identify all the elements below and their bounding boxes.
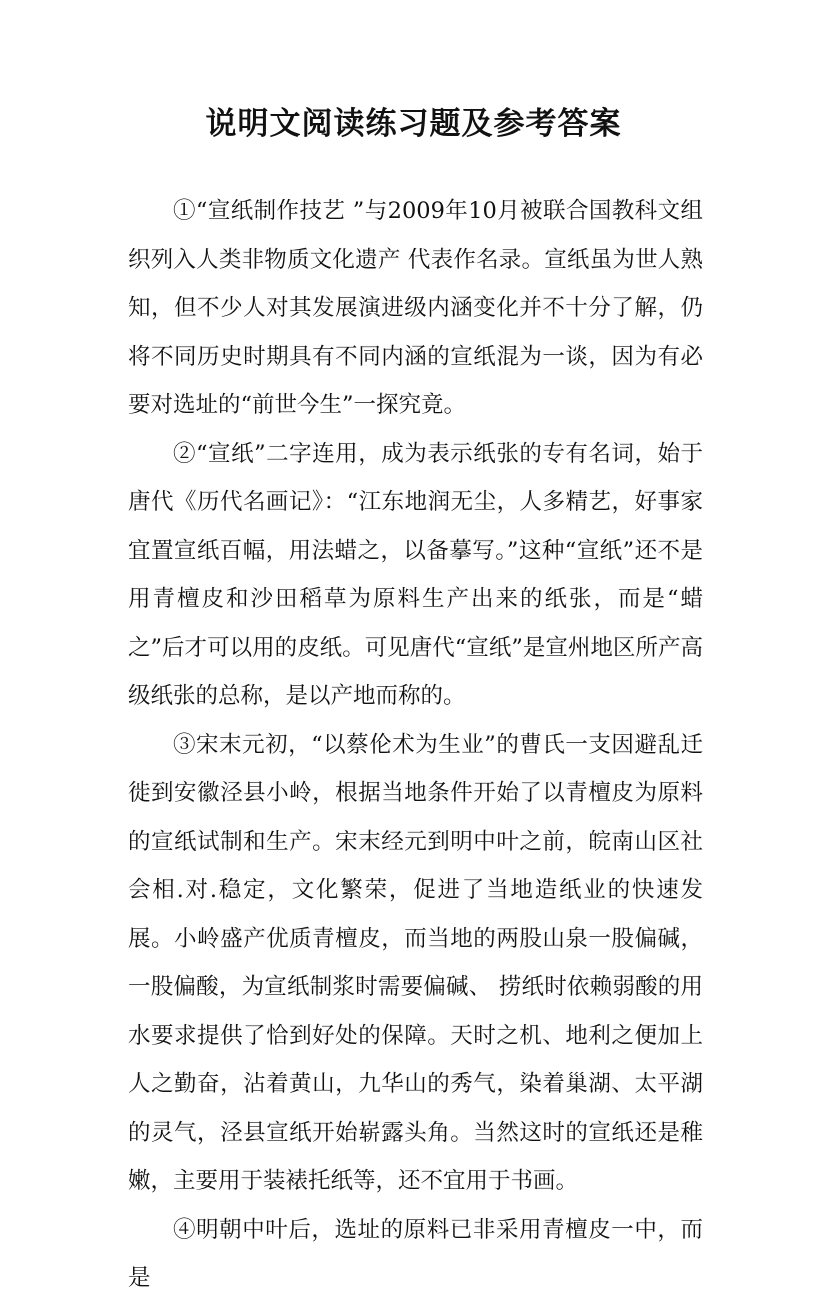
document-title: 说明文阅读练习题及参考答案	[205, 106, 622, 142]
document-body	[128, 187, 703, 1303]
paragraph-4: ④明朝中叶后，选址的原料已非采用青檀皮一中，而是	[128, 1216, 703, 1291]
paragraph-3: ③宋末元初，“以蔡伦术为生业”的曹氏一支因避乱迁徙到安徽泾县小岭，根据当地条件开始了以青檀皮为原料的宣纸试制和生产。宋末经元到明中叶之前，皖南山区社会相.对.稳定，文化繁荣，促进了当地造纸业的快速发展。小岭盛产优质青檀皮，而当地的两股山泉一股偏碱，一股偏酸，为宣纸制浆时需要偏碱、 捞纸时依赖弱酸的用水要求提供了恰到好处的保障。天时之机、地利之便加上人之勤奋，沾着黄山，九华山的秀气，染着巢湖、太平湖的灵气，泾县宣纸开始崭露头角。当然这时的宣纸还是稚嫩，主要用于装裱托纸等，还不宜用于书画。	[128, 731, 703, 1194]
paragraph-2: ②“宣纸”二字连用，成为表示纸张的专有名词，始于唐代《历代名画记》：“江东地润无尘，人多精艺，好事家宜置宣纸百幅，用法蜡之，以备摹写。”这种“宣纸”还不是用青檀皮和沙田稻草为原料生产出来的纸张，而是“蜡之”后才可以用的皮纸。可见唐代“宣纸”是宣州地区所产高级纸张的总称，是以产地而称的。	[128, 440, 703, 709]
paragraph-1: ①“宣纸制作技艺 ”与2009年10月被联合国教科文组织列入人类非物质文化遗产 代表作名录。宣纸虽为世人熟知，但不少人对其发展演进级内涵变化并不十分了解，仍将不同历史时期具有不同内涵的宣纸混为一谈，因为有必要对选址的“前世今生”一探究竟。	[128, 198, 703, 418]
